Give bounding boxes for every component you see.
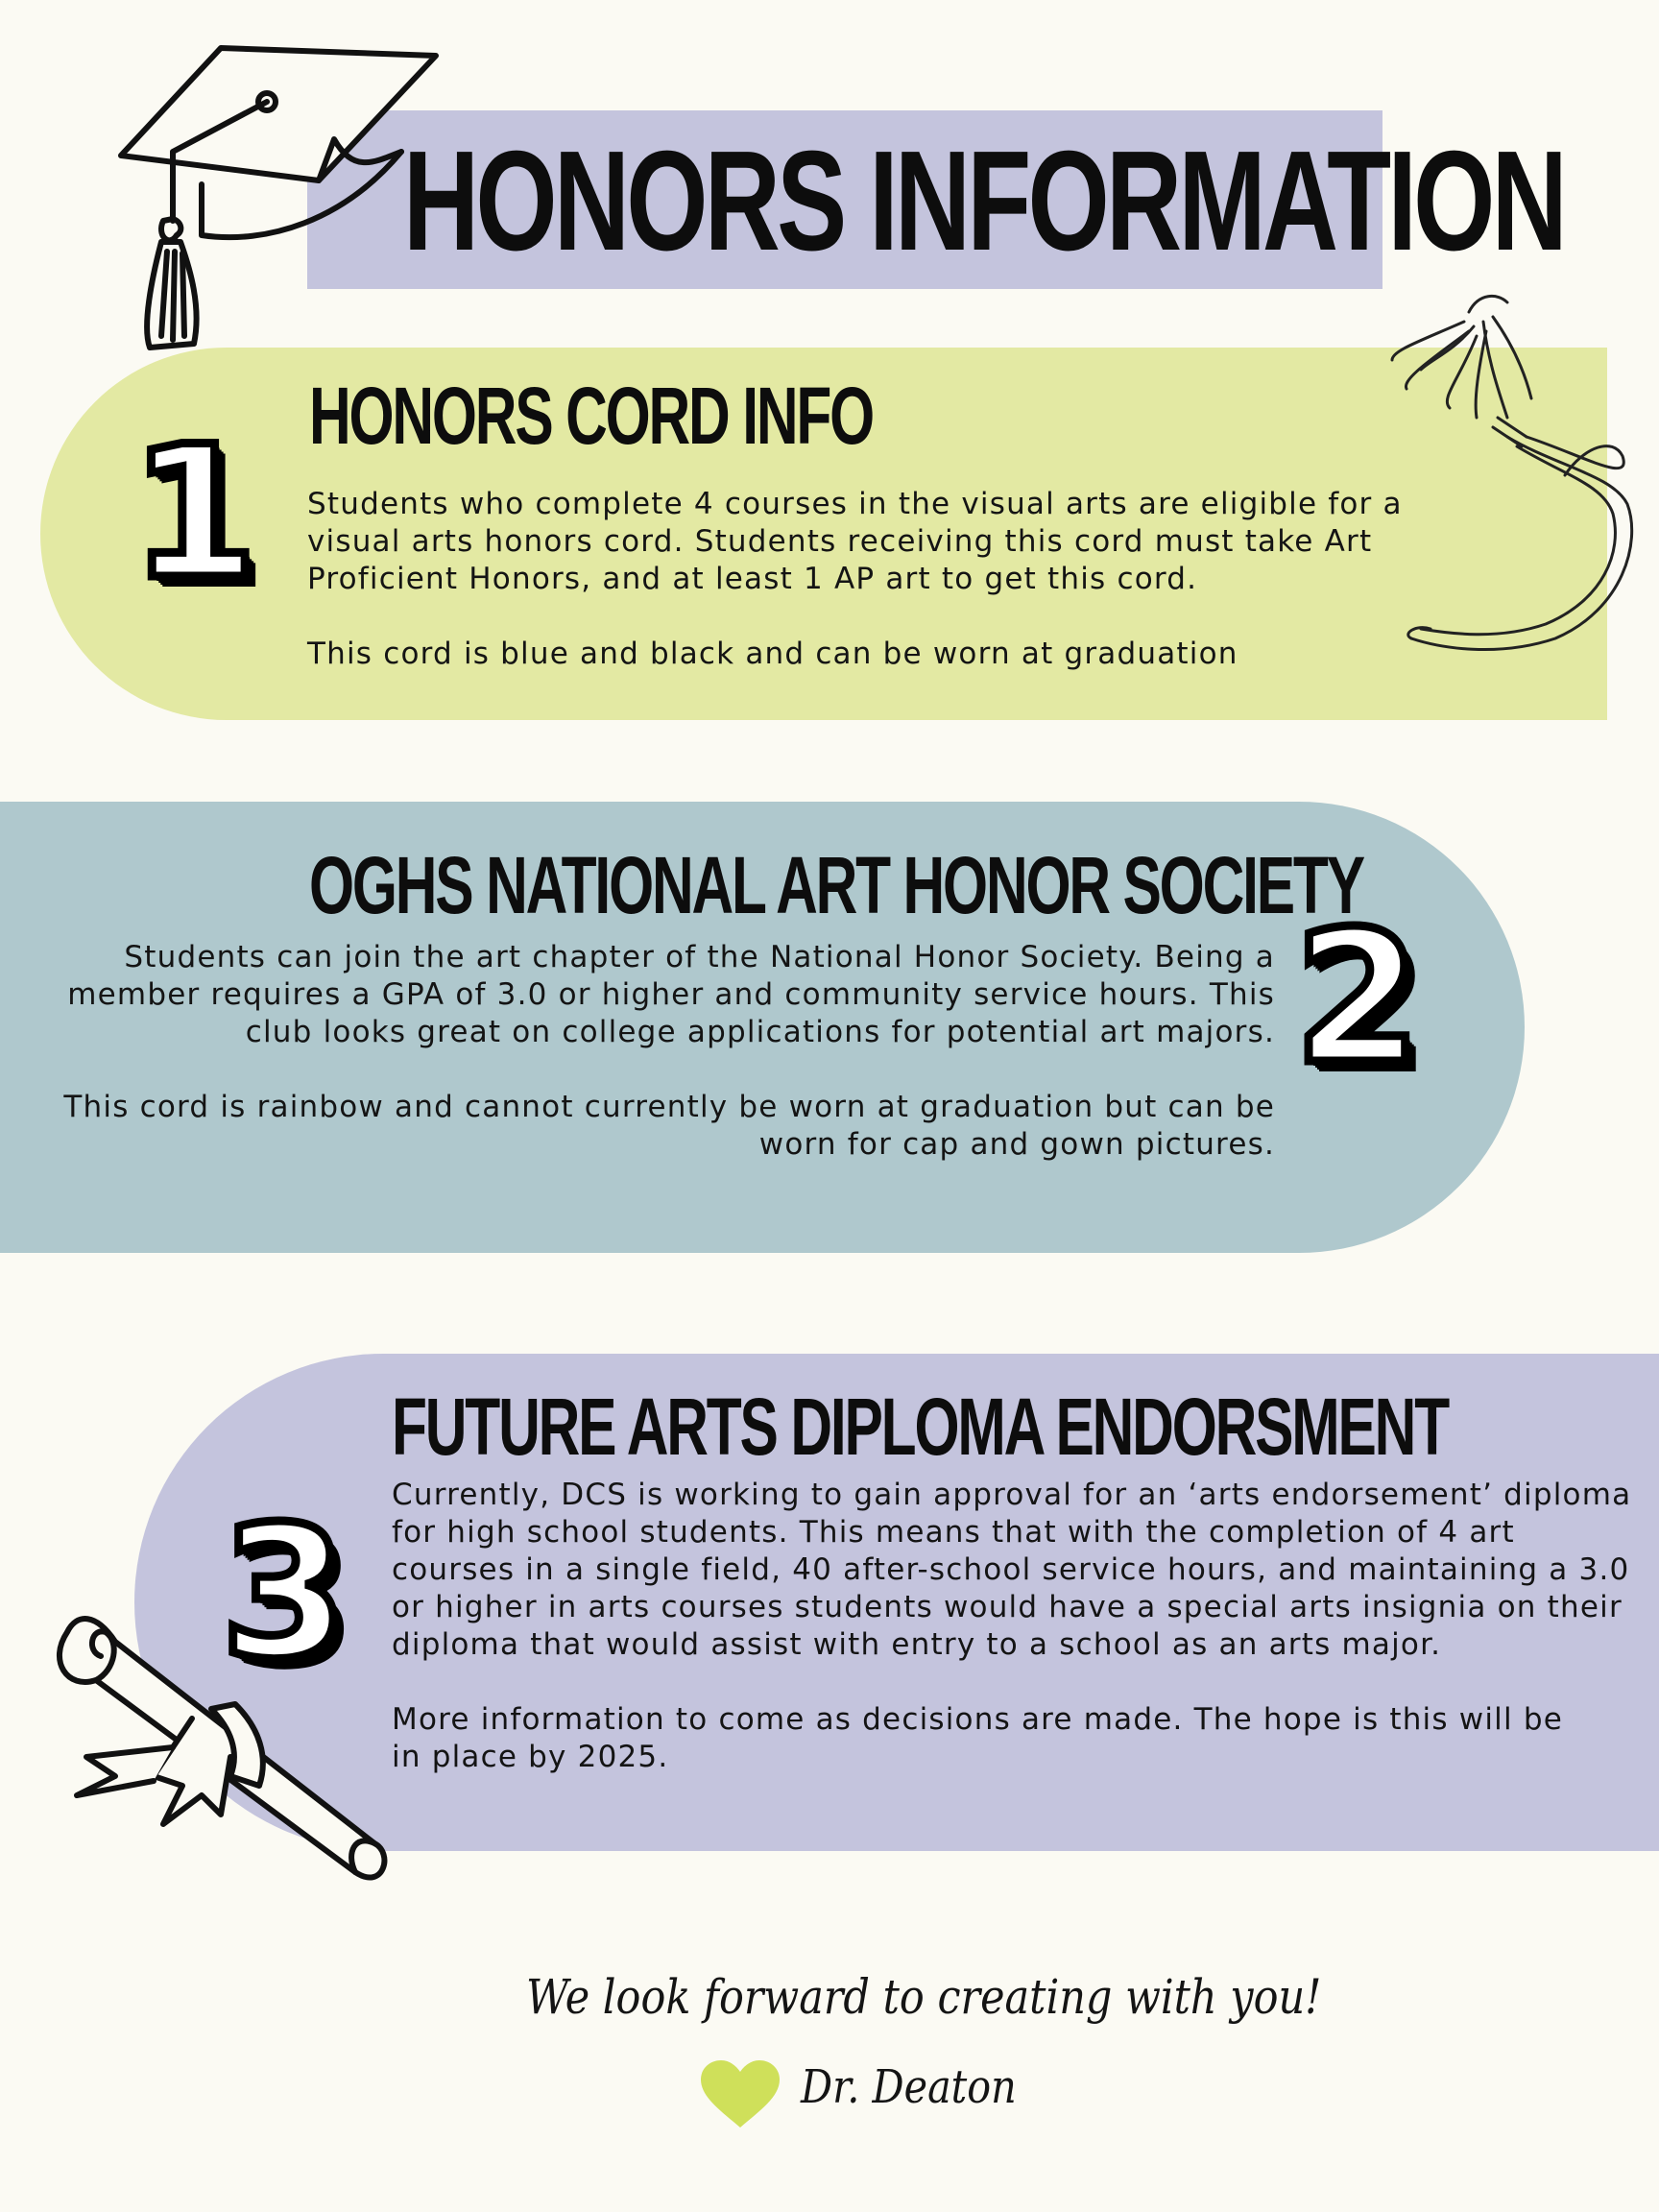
section-3-paragraph-2: More information to come as decisions are made. The hope is this will be in place by 2025. — [392, 1702, 1563, 1774]
section-3-body — [392, 1477, 1640, 1776]
section-2-paragraph-2: This cord is rainbow and cannot currently be worn at graduation but can be worn for cap and gown pictures. — [63, 1090, 1275, 1162]
page-title: HONORS INFORMATION — [403, 122, 1565, 280]
section-2-body — [19, 939, 1275, 1164]
section-3-title: FUTURE ARTS DIPLOMA ENDORSMENT — [392, 1382, 1448, 1472]
section-3-paragraph-1: Currently, DCS is working to gain approval for an ‘arts endorsement’ diploma for high school students. This means that with the completion of 4 art courses in a single field, 40 after-school service hours, and maintaining a 3.0 or higher in arts courses students would have a special arts insignia on their diploma that would assist with entry to a school as an arts major. — [392, 1478, 1632, 1662]
section-1-title: HONORS CORD INFO — [309, 371, 874, 461]
section-2-paragraph-1: Students can join the art chapter of the National Honor Society. Being a member requires a GPA of 3.0 or higher and community service hours. This club looks great on college applications for potential art majors. — [67, 940, 1275, 1049]
section-3-number: 3 — [221, 1487, 349, 1699]
diploma-scroll-icon — [38, 1584, 403, 1911]
heart-icon — [701, 2060, 780, 2129]
closing-message: We look forward to creating with you! — [526, 1969, 1322, 2025]
tassel-icon — [1363, 293, 1651, 667]
section-2-number: 2 — [1294, 892, 1422, 1104]
graduation-cap-icon — [113, 38, 449, 365]
section-1-number: 1 — [131, 407, 258, 619]
section-1-paragraph-1: Students who complete 4 courses in the visual arts are eligible for a visual arts honors cord. Students receiving this cord must take Art Proficient Honors, and at least 1 AP art to get this cord. — [307, 487, 1403, 596]
section-2-title: OGHS NATIONAL ART HONOR SOCIETY — [309, 840, 1363, 930]
section-1-paragraph-2: This cord is blue and black and can be worn at graduation — [307, 637, 1238, 671]
signature: Dr. Deaton — [801, 2060, 1017, 2114]
